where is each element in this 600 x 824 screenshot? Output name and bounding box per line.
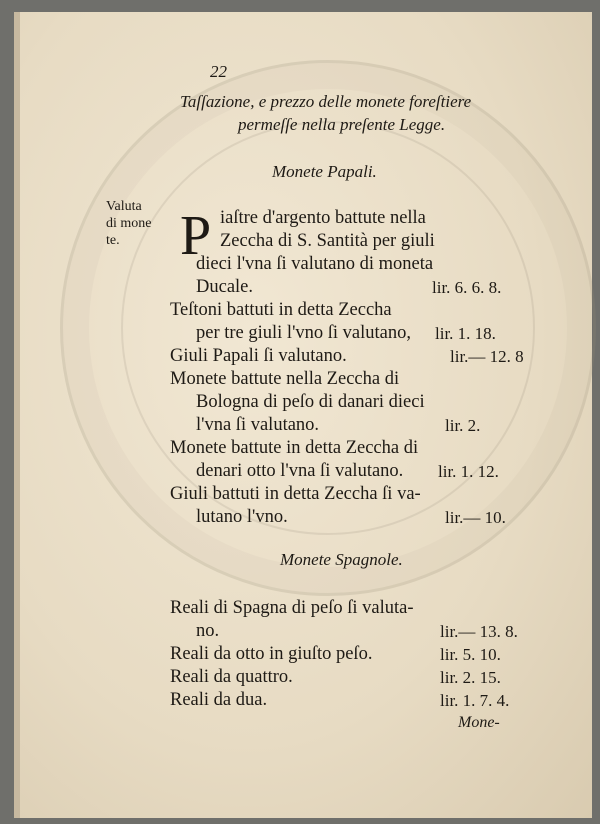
text-line: Bologna di peſo di danari dieci <box>196 392 425 412</box>
text-line: lutano l'vno. <box>196 507 288 527</box>
text-line: no. <box>196 621 220 641</box>
section-heading-papal: Monete Papali. <box>272 162 377 181</box>
coin-value: lir. 6. 6. 8. <box>432 278 502 297</box>
text-line: Reali da dua. <box>170 690 268 710</box>
text-line: Reali da otto in giuſto peſo. <box>170 644 373 664</box>
coin-value: lir. 2. <box>445 416 481 435</box>
drop-capital: P <box>180 205 212 267</box>
text-line: Giuli battuti in detta Zeccha ſi va- <box>170 484 421 504</box>
coin-value: lir. 1. 18. <box>435 324 496 343</box>
margin-note-line: di mone <box>106 216 152 231</box>
text-line: Reali da quattro. <box>170 667 293 687</box>
page-number: 22 <box>210 62 227 81</box>
text-line: Teſtoni battuti in detta Zeccha <box>170 300 392 320</box>
text-line: denari otto l'vna ſi valutano. <box>196 461 404 481</box>
text-line: dieci l'vna ſi valutano di moneta <box>196 254 434 274</box>
coin-value: lir.— 13. 8. <box>440 622 518 641</box>
text-line: Zeccha di S. Santità per giuli <box>220 231 435 251</box>
book-page <box>14 12 592 818</box>
catchword: Mone- <box>458 714 500 731</box>
page-title-line-1: Taſſazione, e prezzo delle monete foreſtiere <box>180 92 472 111</box>
text-line: Monete battute nella Zeccha di <box>170 369 400 389</box>
margin-note-line: te. <box>106 233 120 248</box>
coin-value: lir.— 12. 8 <box>450 347 524 366</box>
coin-value: lir. 1. 7. 4. <box>440 691 510 710</box>
text-line: per tre giuli l'vno ſi valutano, <box>196 323 412 343</box>
text-line: Ducale. <box>196 277 254 297</box>
text-line: iaſtre d'argento battute nella <box>220 208 426 228</box>
section-heading-spanish: Monete Spagnole. <box>280 550 403 569</box>
margin-note-line: Valuta <box>106 199 142 214</box>
coin-value: lir.— 10. <box>445 508 506 527</box>
text-line: l'vna ſi valutano. <box>196 415 320 435</box>
coin-value: lir. 2. 15. <box>440 668 501 687</box>
text-line: Reali di Spagna di peſo ſi valuta- <box>170 598 414 618</box>
coin-value: lir. 1. 12. <box>438 462 499 481</box>
coin-value: lir. 5. 10. <box>440 645 501 664</box>
text-line: Giuli Papali ſi valutano. <box>170 346 347 366</box>
text-line: Monete battute in detta Zeccha di <box>170 438 419 458</box>
page-title-line-2: permeſſe nella preſente Legge. <box>238 115 446 134</box>
